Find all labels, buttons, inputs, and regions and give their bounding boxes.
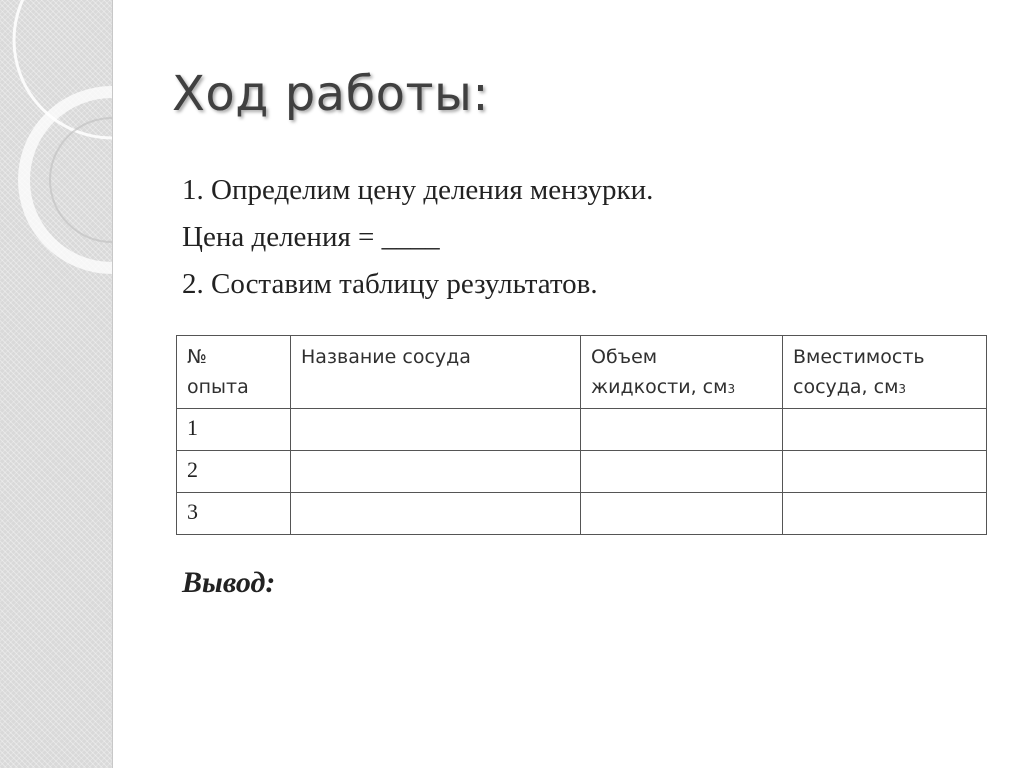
header-text: Объем жидкости, см [591,346,728,398]
table-cell [291,493,581,535]
table-row [177,493,987,535]
header-cell-vessel-name [291,336,581,409]
table-row [177,409,987,451]
table-cell [581,451,783,493]
unit-superscript: 3 [898,382,907,396]
table-cell: 2 [177,451,291,493]
table-cell [783,409,987,451]
table-cell [291,409,581,451]
table-cell [291,451,581,493]
header-text: № опыта [187,346,249,398]
step-2-text: 2. Составим таблицу результатов. [182,268,598,300]
page-title: Ход работы: [172,66,490,122]
decorative-circles-icon [0,0,112,768]
table-cell: 1 [177,409,291,451]
price-division-line: Цена деления = ____ [182,221,440,253]
header-text: Вместимость сосуда, см [793,346,925,398]
side-decoration-band [0,0,113,768]
table-cell [581,493,783,535]
step-1-text: 1. Определим цену деления мензурки. [182,174,654,206]
table-cell [783,493,987,535]
header-cell-liquid-volume [581,336,783,409]
table-header-row [177,336,987,409]
header-cell-experiment-number [177,336,291,409]
conclusion-label: Вывод: [182,566,276,599]
table-cell [581,409,783,451]
table-cell: 3 [177,493,291,535]
results-table [176,335,987,535]
header-cell-vessel-capacity [783,336,987,409]
unit-superscript: 3 [727,382,736,396]
table-row [177,451,987,493]
header-text: Название сосуда [301,346,471,368]
table-cell [783,451,987,493]
